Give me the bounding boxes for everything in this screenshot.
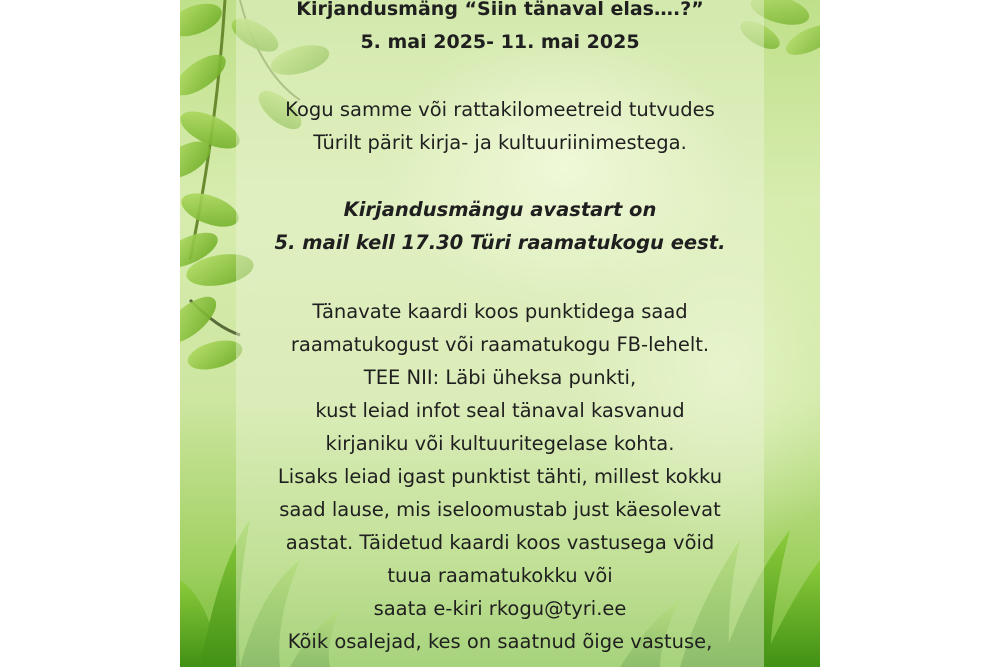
body-line-10-email: saata e-kiri rkogu@tyri.ee: [373, 597, 627, 620]
intro-line-2: Türilt pärit kirja- ja kultuuriinimestega.: [313, 131, 687, 154]
body-line-11: Kõik osalejad, kes on saatnud õige vastuse,: [287, 630, 713, 653]
body-line-1: Tänavate kaardi koos punktidega saad: [312, 300, 688, 323]
poster-title: Kirjandusmäng “Siin tänaval elas….?”: [296, 0, 704, 20]
event-poster: [180, 0, 820, 667]
start-line-1: Kirjandusmängu avastart on: [343, 198, 657, 221]
body-line-8: aastat. Täidetud kaardi koos vastusega võid: [285, 531, 715, 554]
body-line-5: kirjaniku või kultuuritegelase kohta.: [325, 432, 675, 455]
poster-dates: 5. mai 2025- 11. mai 2025: [360, 31, 640, 53]
intro-line-1: Kogu samme või rattakilomeetreid tutvudes: [285, 98, 715, 121]
body-line-6: Lisaks leiad igast punktist tähti, millest kokku: [277, 465, 723, 488]
body-line-7: saad lause, mis iseloomustab just käesolevat: [279, 498, 721, 521]
start-line-2: 5. mail kell 17.30 Türi raamatukogu eest.: [274, 231, 726, 254]
body-line-2: raamatukogust või raamatukogu FB-lehelt.: [290, 333, 710, 356]
body-line-3: TEE NII: Läbi üheksa punkti,: [363, 366, 637, 389]
body-line-4: kust leiad infot seal tänaval kasvanud: [315, 399, 685, 422]
body-line-9: tuua raamatukokku või: [387, 564, 613, 587]
poster-text: [180, 0, 820, 657]
